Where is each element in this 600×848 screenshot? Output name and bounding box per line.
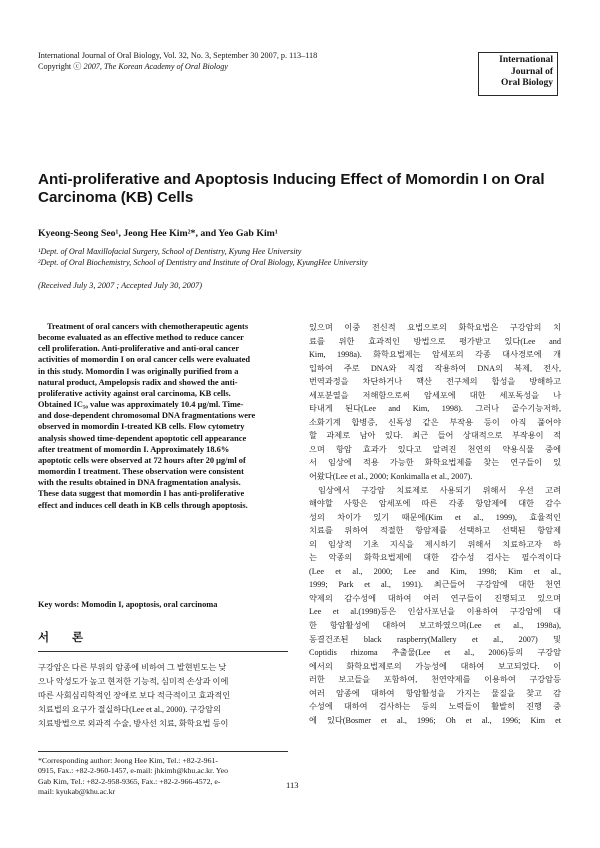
copyright-symbol: ⓒ — [73, 62, 82, 71]
affiliation-line: ²Dept. of Oral Biochemistry, School of Dentistry and Institute of Oral Biology, KyungHee University — [38, 258, 368, 267]
abstract-line: natural product, Ampelopsis radix and showed the anti- — [38, 377, 238, 387]
abstract-line: analysis showed time-dependent apoptotic cell appearance — [38, 433, 247, 443]
abstract-line: effect and induces cell death in KB cells through apoptosis. — [38, 500, 248, 510]
abstract-line: activities of momordin I on oral cancer cells were evaluated — [38, 355, 251, 365]
body-line: 어왔다(Lee et al., 2000; Konkimalla et al., 2007). — [309, 472, 473, 482]
body-line: Kim, 1998a). 화학요법제는 암세포의 각종 대사경로에 개 — [309, 350, 561, 360]
abstract-line: Obtained IC₅₀ value was approximately 10.4 μg/ml. Time- — [38, 400, 244, 410]
body-line: (Lee et al., 2000; Lee and Kim, 1998; Kim et al., — [309, 566, 561, 576]
intro-line: 따른 사회심리학적인 장애로 보다 적극적이고 효과적인 — [38, 690, 231, 700]
body-line: 에서의 화학요법제로의 가능성에 대하여 보고되었다. 이 — [309, 661, 561, 671]
copyright-prefix: Copyright — [38, 62, 72, 71]
body-line: 번역과정을 차단하거나 핵산 전구체의 합성을 방해하고 — [309, 377, 561, 387]
copyright-line — [38, 61, 438, 72]
article-title — [38, 171, 558, 207]
body-line: 러한 보고들을 포함하여, 천연약제를 이용하여 구강암등 — [309, 675, 561, 685]
abstract-line: with the results obtained in DNA fragmentation analysis. — [38, 478, 241, 488]
abstract-line: momordin I treatment. These observation were consistent — [38, 467, 244, 477]
title-line: Carcinoma (KB) Cells — [38, 189, 194, 206]
corresponding-author-footnote — [38, 756, 288, 797]
abstract-line: observed in momordin I-treated KB cells. Flow cytometry — [38, 422, 245, 432]
body-line: 약제의 감수성에 대하여 여러 연구들이 진행되고 있으며 — [309, 593, 561, 603]
body-line: 1999; Park et al., 1991). 최근들어 구강암에 대한 천연 — [309, 580, 561, 590]
keywords: Key words: Momodin I, apoptosis, oral carcinoma — [38, 600, 218, 609]
body-line: Lee et al.(1998)등은 인삼사포닌을 이용하여 구강암에 대 — [309, 607, 561, 617]
footnote-rule — [38, 751, 288, 752]
body-line: 는 악종의 화학요법제에 대한 감수성 검사는 필수적이다 — [309, 553, 561, 563]
abstract-line: and dose-dependent chromosomal DNA fragmentations were — [38, 411, 256, 421]
journal-box-line: Journal of — [511, 66, 553, 77]
intro-text — [38, 661, 288, 731]
section-heading: 서 론 — [38, 632, 94, 644]
abstract — [38, 321, 287, 511]
body-line: 입하여 주로 DNA와 직접 작용하여 DNA의 복제, 전사, — [309, 363, 561, 373]
copyright-text: 2007, The Korean Academy of Oral Biology — [83, 62, 228, 71]
body-line: 타내게 된다(Lee and Kim, 1998). 그러나 골수기능저하, — [309, 404, 561, 414]
section-divider — [38, 651, 288, 652]
author-list: Kyeong-Seong Seo¹, Jeong Hee Kim²*, and Yeo Gab Kim¹ — [38, 228, 278, 239]
body-line: 해야할 사항은 암세포에 따른 각종 항암제에 대한 감수 — [309, 499, 561, 509]
affiliation-line: ¹Dept. of Oral Maxillofacial Surgery, School of Dentistry, Kyung Hee University — [38, 247, 302, 256]
page-number: 113 — [286, 780, 299, 790]
body-line: Coptidis rhizoma 추출물(Lee et al., 2006)등의 구강암 — [309, 648, 561, 658]
journal-name-box — [478, 52, 558, 96]
intro-line: 치료방법으로 외과적 수술, 방사선 치료, 화학요법 등이 — [38, 718, 229, 728]
abstract-line: become evaluated as an effective method to reduce cancer — [38, 333, 244, 343]
received-dates: (Received July 3, 2007 ; Accepted July 30, 2007) — [38, 281, 203, 290]
abstract-line: apoptotic cells were observed at 72 hours after 20 μg/ml of — [38, 455, 246, 465]
body-line: 여러 암종에 대하여 항암활성을 가지는 물질을 찾고 감 — [309, 688, 561, 698]
journal-box-line: Oral Biology — [501, 78, 553, 88]
abstract-line: Treatment of oral cancers with chemotherapeutic agents — [47, 322, 249, 331]
title-line: Anti-proliferative and Apoptosis Inducing Effect of Momordin I on Oral — [38, 171, 545, 188]
body-line: 에 있다(Bosmer et al., 1996; Oh et al., 1996; Kim et — [309, 715, 561, 725]
footnote-line: mail: kyukab@khu.ac.kr — [38, 786, 116, 796]
abstract-line: cell proliferation. Anti-proliferative and anti-oral cancer — [38, 344, 240, 354]
body-line: 소화기계 합병증, 신독성 같은 부작용 등이 아직 풀어야 — [309, 417, 561, 427]
body-line: 서 임상에 적용 가능한 화학요법제를 찾는 연구들이 있 — [309, 458, 561, 468]
body-line: 치료를 위하여 적절한 항암제를 선택하고 선택된 항암제 — [309, 526, 561, 536]
right-column-text — [309, 321, 561, 727]
body-line: 임상에서 구강암 치료제로 사용되기 위해서 우선 고려 — [318, 485, 561, 495]
journal-box-line: International — [499, 55, 553, 65]
body-line: 의 임상적 기초 지식을 제시하기 위해서 치료하고자 하 — [309, 539, 561, 549]
body-line: 세포분열을 저해함으로써 암세포에 대한 세포독성을 나 — [309, 390, 561, 400]
intro-line: 으나 악성도가 높고 현저한 기능적, 심미적 손상과 이에 — [38, 676, 229, 686]
body-line: 수성에 대하여 검사하는 등의 노력들이 활발히 진행 중 — [309, 702, 561, 712]
body-line: 동결건조된 black raspberry(Mallery et al., 2007) 및 — [309, 634, 561, 644]
footnote-line: Gab Kim, Tel.: +82-2-958-9365, Fax.: +82-2-966-4572, e- — [38, 776, 221, 786]
abstract-line: after treatment of momordin I. Approximately 18.6% — [38, 444, 230, 454]
intro-line: 구강암은 다른 부위의 암종에 비하여 그 발현빈도는 낮 — [38, 663, 227, 672]
intro-line: 치료법의 요구가 절실하다(Lee et al., 2000). 구강암의 — [38, 704, 221, 714]
footnote-line: 0915, Fax.: +82-2-960-1457, e-mail: jhkimh@khu.ac.kr. Yeo — [38, 766, 229, 776]
body-line: 한 항암활성에 대하여 보고하였으며(Lee et al., 1998a), — [309, 621, 561, 631]
body-line: 있으며 이중 전신적 요법으로의 화학요법은 구강암의 치 — [309, 323, 561, 332]
journal-header — [38, 50, 438, 72]
abstract-line: These data suggest that momordin I has anti-proliferative — [38, 489, 245, 499]
body-line: 으며 항암 효과가 있다고 알려진 천연의 약용식물 중에 — [309, 444, 561, 454]
body-line: 료를 위한 효과적인 방법으로 평가받고 있다(Lee and — [309, 336, 561, 346]
body-line: 성의 차이가 있기 때문에(Kim et al., 1999), 효율적인 — [309, 512, 561, 522]
affiliations — [38, 246, 558, 268]
abstract-line: in this study. Momordin I was originally purified from a — [38, 366, 239, 376]
abstract-line: proliferative activity against oral carcinoma, KB cells. — [38, 388, 231, 398]
footnote-line: *Corresponding author: Jeong Hee Kim, Tel.: +82-2-961- — [38, 756, 218, 765]
body-line: 할 과제로 남아 있다. 최근 들어 상대적으로 부작용이 적 — [309, 431, 561, 441]
journal-citation-line: International Journal of Oral Biology, Vol. 32, No. 3, September 30 2007, p. 113–118 — [38, 51, 318, 60]
